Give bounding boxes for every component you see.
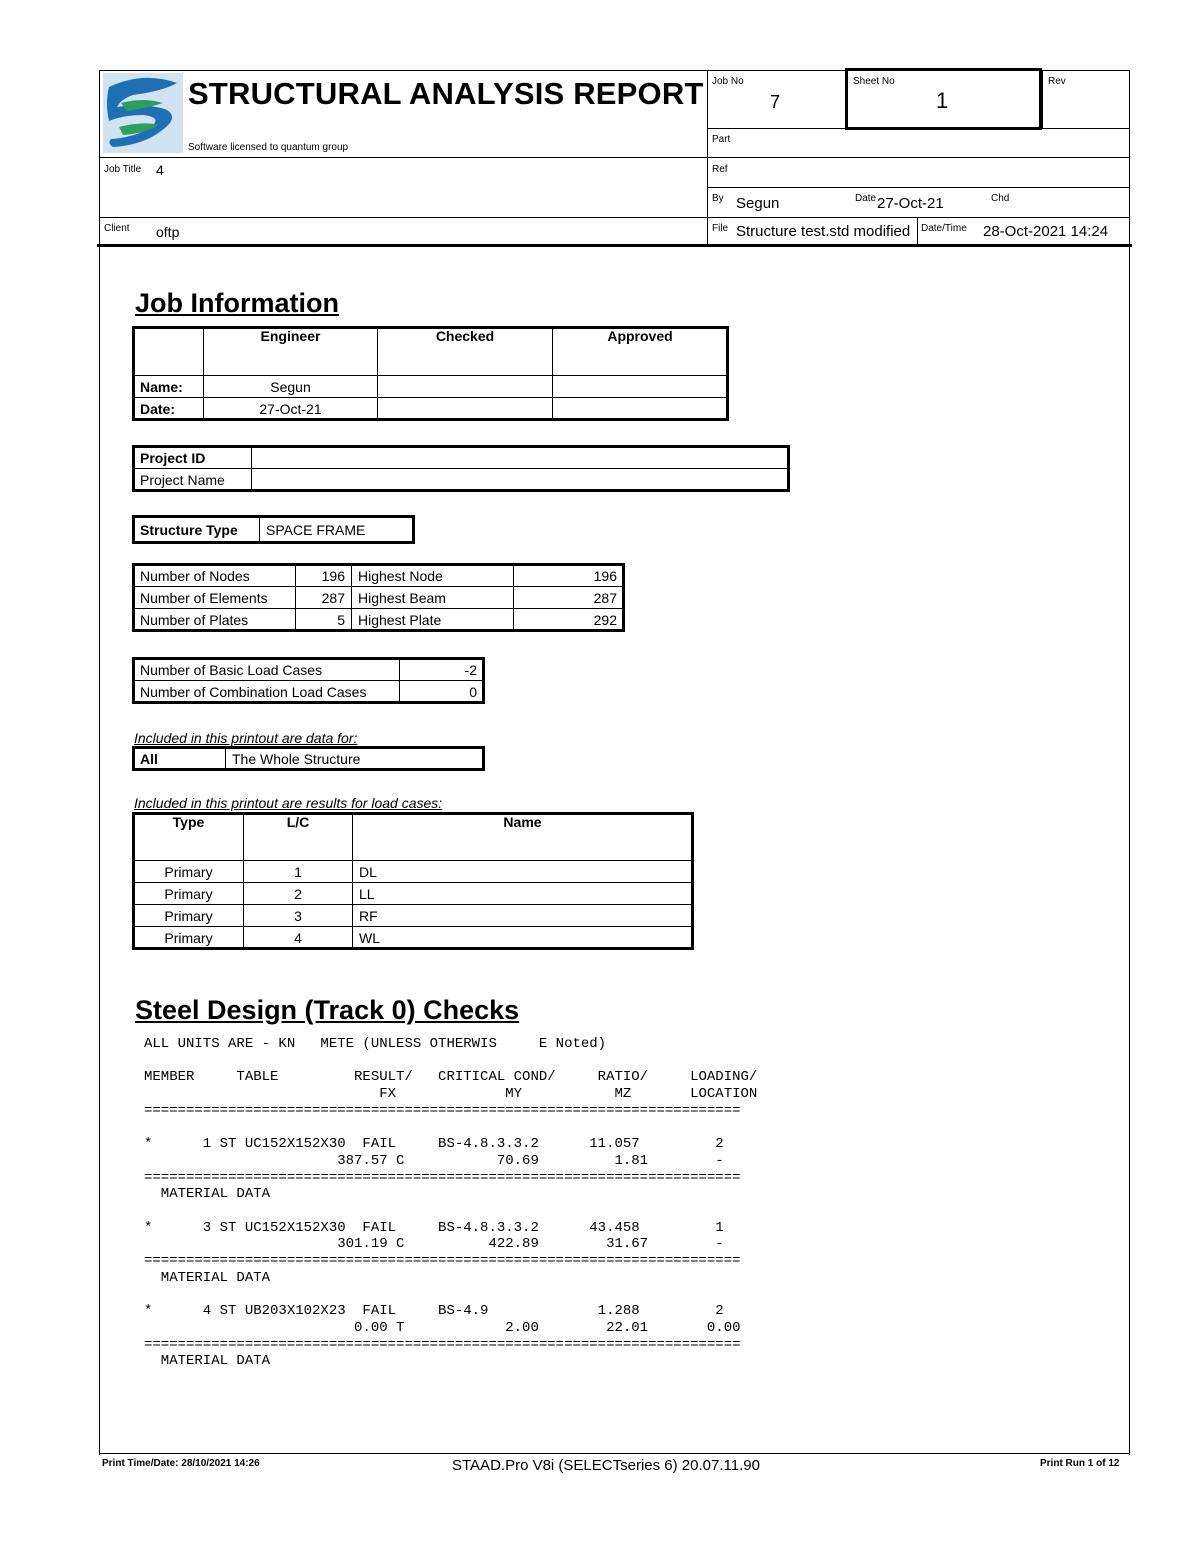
- job-info-heading: Job Information: [135, 288, 339, 318]
- header-rule: [99, 217, 1130, 218]
- count-label: Number of Plates: [134, 609, 296, 631]
- project-id-value: [252, 447, 789, 469]
- load-count-value: -2: [400, 659, 484, 681]
- header-divider-vertical: [1042, 70, 1043, 128]
- load-case-name: WL: [353, 927, 693, 949]
- project-name-value: [252, 469, 789, 491]
- job-title-label: Job Title: [104, 164, 142, 175]
- name-engineer: Segun: [204, 376, 378, 398]
- client-label: Client: [104, 223, 130, 234]
- load-case-name: RF: [353, 905, 693, 927]
- project-id-label: Project ID: [134, 447, 252, 469]
- count-row: [134, 565, 624, 587]
- header-divider-vertical: [917, 217, 918, 245]
- load-cases-caption: Included in this printout are results for load cases:: [134, 795, 443, 811]
- date-label: Date: [855, 193, 877, 204]
- structure-type-value: SPACE FRAME: [260, 517, 414, 543]
- load-case-type: Primary: [134, 905, 244, 927]
- count-label: Number of Elements: [134, 587, 296, 609]
- name-approved: [553, 376, 728, 398]
- print-run: Print Run 1 of 12: [1040, 1458, 1120, 1469]
- header-bottom-rule: [97, 244, 1132, 247]
- count-label: Number of Nodes: [134, 565, 296, 587]
- load-case-type: Primary: [134, 861, 244, 883]
- load-cases-table: [133, 813, 693, 949]
- license-text: Software licensed to quantum group: [188, 142, 349, 153]
- col-engineer: Engineer: [204, 328, 378, 376]
- project-table: [133, 446, 789, 491]
- count-value: 5: [296, 609, 352, 631]
- job-no-label: Job No: [712, 76, 744, 87]
- rev-label: Rev: [1048, 76, 1066, 87]
- structure-type-table: [133, 516, 414, 543]
- name-checked: [378, 376, 553, 398]
- footer-rule: [99, 1453, 1130, 1454]
- sheet-no-value: 1: [936, 88, 949, 113]
- count-label2: Highest Plate: [352, 609, 514, 631]
- chd-label: Chd: [991, 193, 1010, 204]
- count-row: [134, 587, 624, 609]
- load-case-name: DL: [353, 861, 693, 883]
- sheet-no-label: Sheet No: [853, 76, 895, 87]
- name-label: Name:: [134, 376, 204, 398]
- job-title-value: 4: [156, 162, 164, 178]
- project-name-label: Project Name: [134, 469, 252, 491]
- date-engineer: 27-Oct-21: [204, 398, 378, 420]
- load-case-lc: 2: [244, 883, 353, 905]
- count-value2: 287: [514, 587, 624, 609]
- load-case-lc: 3: [244, 905, 353, 927]
- col-checked: Checked: [378, 328, 553, 376]
- load-case-row: [134, 905, 693, 927]
- count-value: 196: [296, 565, 352, 587]
- steel-design-heading: Steel Design (Track 0) Checks: [135, 995, 520, 1025]
- job-no-value: 7: [770, 92, 781, 112]
- by-label: By: [712, 193, 724, 204]
- load-count-value: 0: [400, 681, 484, 703]
- print-time: Print Time/Date: 28/10/2021 14:26: [102, 1458, 260, 1469]
- datetime-value: 28-Oct-2021 14:24: [983, 223, 1109, 240]
- structure-type-label: Structure Type: [134, 517, 260, 543]
- software-version: STAAD.Pro V8i (SELECTseries 6) 20.07.11.90: [452, 1457, 760, 1474]
- file-label: File: [712, 223, 729, 234]
- header-divider-vertical: [707, 70, 708, 246]
- load-case-name: LL: [353, 883, 693, 905]
- load-case-row: [134, 927, 693, 949]
- bentley-logo-icon: [103, 73, 183, 153]
- date-checked: [378, 398, 553, 420]
- col-name: Name: [353, 814, 693, 861]
- load-count-label: Number of Basic Load Cases: [134, 659, 400, 681]
- part-label: Part: [712, 134, 731, 145]
- load-case-lc: 1: [244, 861, 353, 883]
- load-case-row: [134, 861, 693, 883]
- load-case-row: [134, 883, 693, 905]
- count-label2: Highest Beam: [352, 587, 514, 609]
- steel-design-output: ALL UNITS ARE - KN METE (UNLESS OTHERWIS E Noted) MEMBER TABLE RESULT/ CRITICAL COND/ RATIO/ LOADING/ FX MY MZ LOCATION ======================================================================= * 1 ST UC152X152X30 FAIL BS-4.8.3.3.2 11.057 2 387.57 C 70.69 1.81 - ======================================================================= MATERIAL DATA * 3 ST UC152X152X30 FAIL BS-4.8.3.3.2 43.458 1 301.19 C 422.89 31.67 - ======================================================================= MATERIAL DATA * 4 ST UB203X102X23 FAIL BS-4.9 1.288 2 0.00 T 2.00 22.01 0.00 ======================================================================= MATERIAL DATA: [144, 1036, 758, 1370]
- col-approved: Approved: [553, 328, 728, 376]
- by-value: Segun: [736, 195, 780, 212]
- file-value: Structure test.std modified: [736, 223, 911, 240]
- ref-label: Ref: [712, 164, 728, 175]
- col-lc: L/C: [244, 814, 353, 861]
- date-value: 27-Oct-21: [877, 195, 944, 212]
- header-rule: [707, 187, 1130, 188]
- included-data-caption: Included in this printout are data for:: [134, 730, 358, 746]
- report-title: STRUCTURAL ANALYSIS REPORT: [188, 76, 704, 111]
- empty-cell: [134, 328, 204, 376]
- load-counts-table: [133, 658, 484, 703]
- included-data-table: [133, 747, 484, 770]
- datetime-label: Date/Time: [921, 223, 967, 234]
- count-row: [134, 609, 624, 631]
- load-case-lc: 4: [244, 927, 353, 949]
- count-value: 287: [296, 587, 352, 609]
- load-count-label: Number of Combination Load Cases: [134, 681, 400, 703]
- date-approved: [553, 398, 728, 420]
- date-row-label: Date:: [134, 398, 204, 420]
- header-rule: [99, 157, 1130, 158]
- count-label2: Highest Node: [352, 565, 514, 587]
- job-info-table: [133, 327, 728, 420]
- included-key: All: [134, 748, 226, 770]
- count-value2: 292: [514, 609, 624, 631]
- included-value: The Whole Structure: [226, 748, 484, 770]
- load-case-type: Primary: [134, 883, 244, 905]
- col-type: Type: [134, 814, 244, 861]
- client-value: oftp: [156, 224, 180, 240]
- load-case-type: Primary: [134, 927, 244, 949]
- count-value2: 196: [514, 565, 624, 587]
- counts-table: [133, 564, 624, 631]
